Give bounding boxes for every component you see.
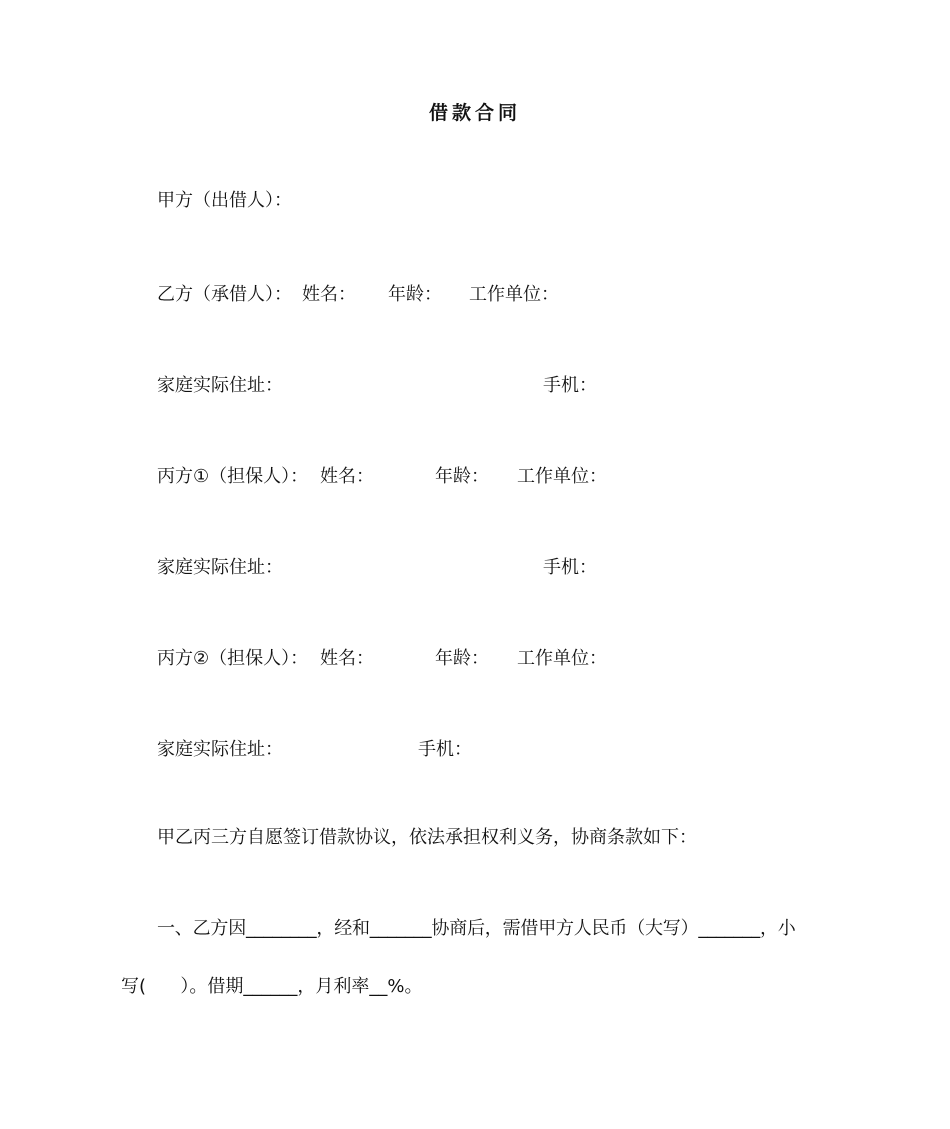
document-title: 借款合同	[428, 102, 521, 124]
agreement-paragraph: 甲乙丙三方自愿签订借款协议，依法承担权利义务，协商条款如下：	[157, 827, 697, 848]
clause-1-line-1: 一、乙方因________，经和_______协商后，需借甲方人民币（大写）_______，小	[157, 918, 796, 939]
guarantor-1-label: 丙方①（担保人）：	[157, 466, 309, 487]
guarantor-1-name-label: 姓名：	[320, 466, 374, 487]
party-b-name-label: 姓名：	[302, 284, 356, 305]
guarantor-1-phone-label: 手机：	[543, 557, 597, 578]
party-b-phone-label: 手机：	[543, 375, 597, 396]
guarantor-1-address-label: 家庭实际住址：	[157, 557, 283, 578]
party-b-age-label: 年龄：	[388, 284, 442, 305]
guarantor-2-age-label: 年龄：	[435, 648, 489, 669]
guarantor-2-work-label: 工作单位：	[517, 648, 607, 669]
guarantor-2-address-label: 家庭实际住址：	[157, 739, 283, 760]
party-a-label: 甲方（出借人）：	[157, 190, 292, 211]
clause-1-line-2: 写( ）。借期______，月利率__%。	[121, 976, 423, 997]
guarantor-2-name-label: 姓名：	[320, 648, 374, 669]
party-b-address-label: 家庭实际住址：	[157, 375, 283, 396]
guarantor-2-label: 丙方②（担保人）：	[157, 648, 309, 669]
party-b-work-label: 工作单位：	[469, 284, 559, 305]
guarantor-1-age-label: 年龄：	[435, 466, 489, 487]
guarantor-2-phone-label: 手机：	[418, 739, 472, 760]
guarantor-1-work-label: 工作单位：	[517, 466, 607, 487]
party-b-label: 乙方（承借人）：	[157, 284, 292, 305]
